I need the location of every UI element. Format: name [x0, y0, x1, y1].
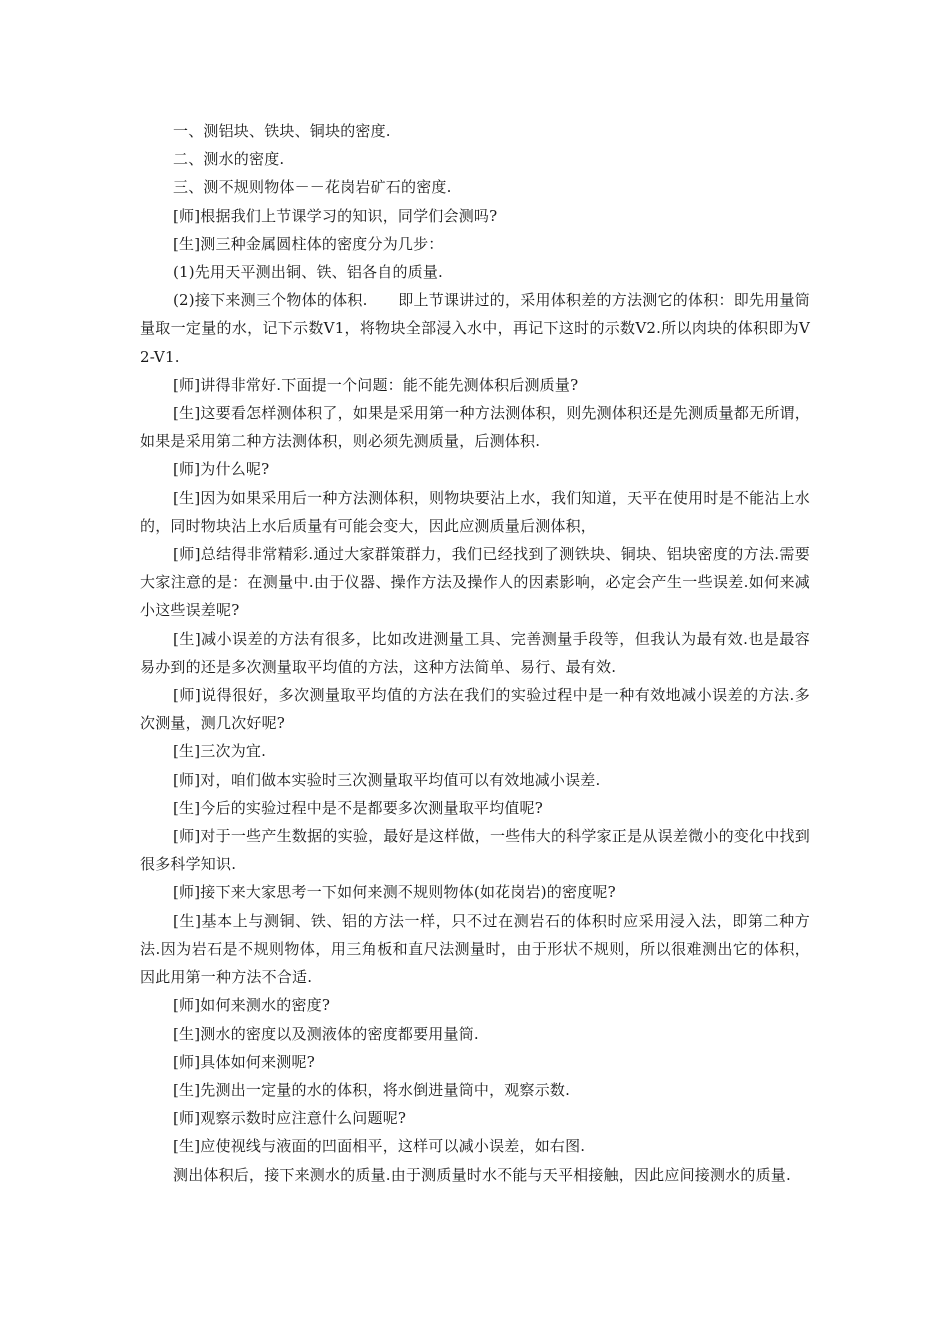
paragraph: 测出体积后，接下来测水的质量.由于测质量时水不能与天平相接触，因此应间接测水的质量. — [173, 1165, 791, 1184]
paragraph: [生]测水的密度以及测液体的密度都要用量筒. — [173, 1024, 479, 1043]
paragraph: [师]观察示数时应注意什么问题呢? — [173, 1109, 407, 1128]
paragraph: [师]为什么呢? — [173, 460, 270, 479]
paragraph: [生]三次为宜. — [173, 742, 267, 761]
paragraph: [师]根据我们上节课学习的知识，同学们会测吗? — [173, 206, 498, 225]
paragraph: (2)接下来测三个物体的体积. 即上节课讲过的，采用体积差的方法测它的体积：即先用量筒量取一定量的水，记下示数V1，将物块全部浸入水中，再记下这时的示数V2.所以肉块的体积即为V2-V1. — [140, 291, 810, 366]
paragraph: [生]因为如果采用后一种方法测体积，则物块要沾上水，我们知道，天平在使用时是不能沾上水的，同时物块沾上水后质量有可能会变大，因此应测质量后测体积， — [140, 488, 810, 535]
paragraph: [师]对，咱们做本实验时三次测量取平均值可以有效地减小误差. — [173, 770, 601, 789]
paragraph: [生]这要看怎样测体积了，如果是采用第一种方法测体积，则先测体积还是先测质量都无所谓，如果是采用第二种方法测体积，则必须先测质量，后测体积. — [140, 404, 810, 451]
paragraph: [师]对于一些产生数据的实验，最好是这样做，一些伟大的科学家正是从误差微小的变化中找到很多科学知识. — [140, 827, 810, 874]
paragraph: [师]讲得非常好.下面提一个问题：能不能先测体积后测质量? — [173, 375, 579, 394]
paragraph: [生]今后的实验过程中是不是都要多次测量取平均值呢? — [173, 798, 543, 817]
paragraph: 一、测铝块、铁块、铜块的密度. — [173, 122, 391, 140]
paragraph: [师]总结得非常精彩.通过大家群策群力，我们已经找到了测铁块、铜块、铝块密度的方法.需要大家注意的是：在测量中.由于仪器、操作方法及操作人的因素影响，必定会产生一些误差.如何来减小这些误差呢? — [140, 545, 810, 620]
document-body — [140, 117, 810, 1189]
paragraph: [师]说得很好，多次测量取平均值的方法在我们的实验过程中是一种有效地减小误差的方法.多次测量，测几次好呢? — [140, 686, 810, 733]
paragraph: [生]基本上与测铜、铁、铝的方法一样，只不过在测岩石的体积时应采用浸入法，即第二种方法.因为岩石是不规则物体，用三角板和直尺法测量时，由于形状不规则，所以很难测出它的体积，因此用第一种方法不合适. — [140, 911, 810, 987]
paragraph: 二、测水的密度. — [173, 150, 285, 169]
paragraph: [生]减小误差的方法有很多，比如改进测量工具、完善测量手段等，但我认为最有效.也是最容易办到的还是多次测量取平均值的方法，这种方法简单、易行、最有效. — [140, 629, 810, 676]
paragraph: [师]如何来测水的密度? — [173, 996, 331, 1015]
paragraph: [师]具体如何来测呢? — [173, 1052, 315, 1071]
paragraph: [生]测三种金属圆柱体的密度分为几步： — [173, 234, 444, 253]
paragraph: [师]接下来大家思考一下如何来测不规则物体(如花岗岩)的密度呢? — [173, 883, 616, 902]
paragraph: 三、测不规则物体－－花岗岩矿石的密度. — [173, 178, 452, 197]
paragraph: (1)先用天平测出铜、铁、铝各自的质量. — [173, 263, 444, 282]
paragraph: [生]应使视线与液面的凹面相平，这样可以减小误差，如右图. — [173, 1137, 586, 1156]
paragraph: [生]先测出一定量的水的体积，将水倒进量筒中，观察示数. — [173, 1080, 571, 1099]
